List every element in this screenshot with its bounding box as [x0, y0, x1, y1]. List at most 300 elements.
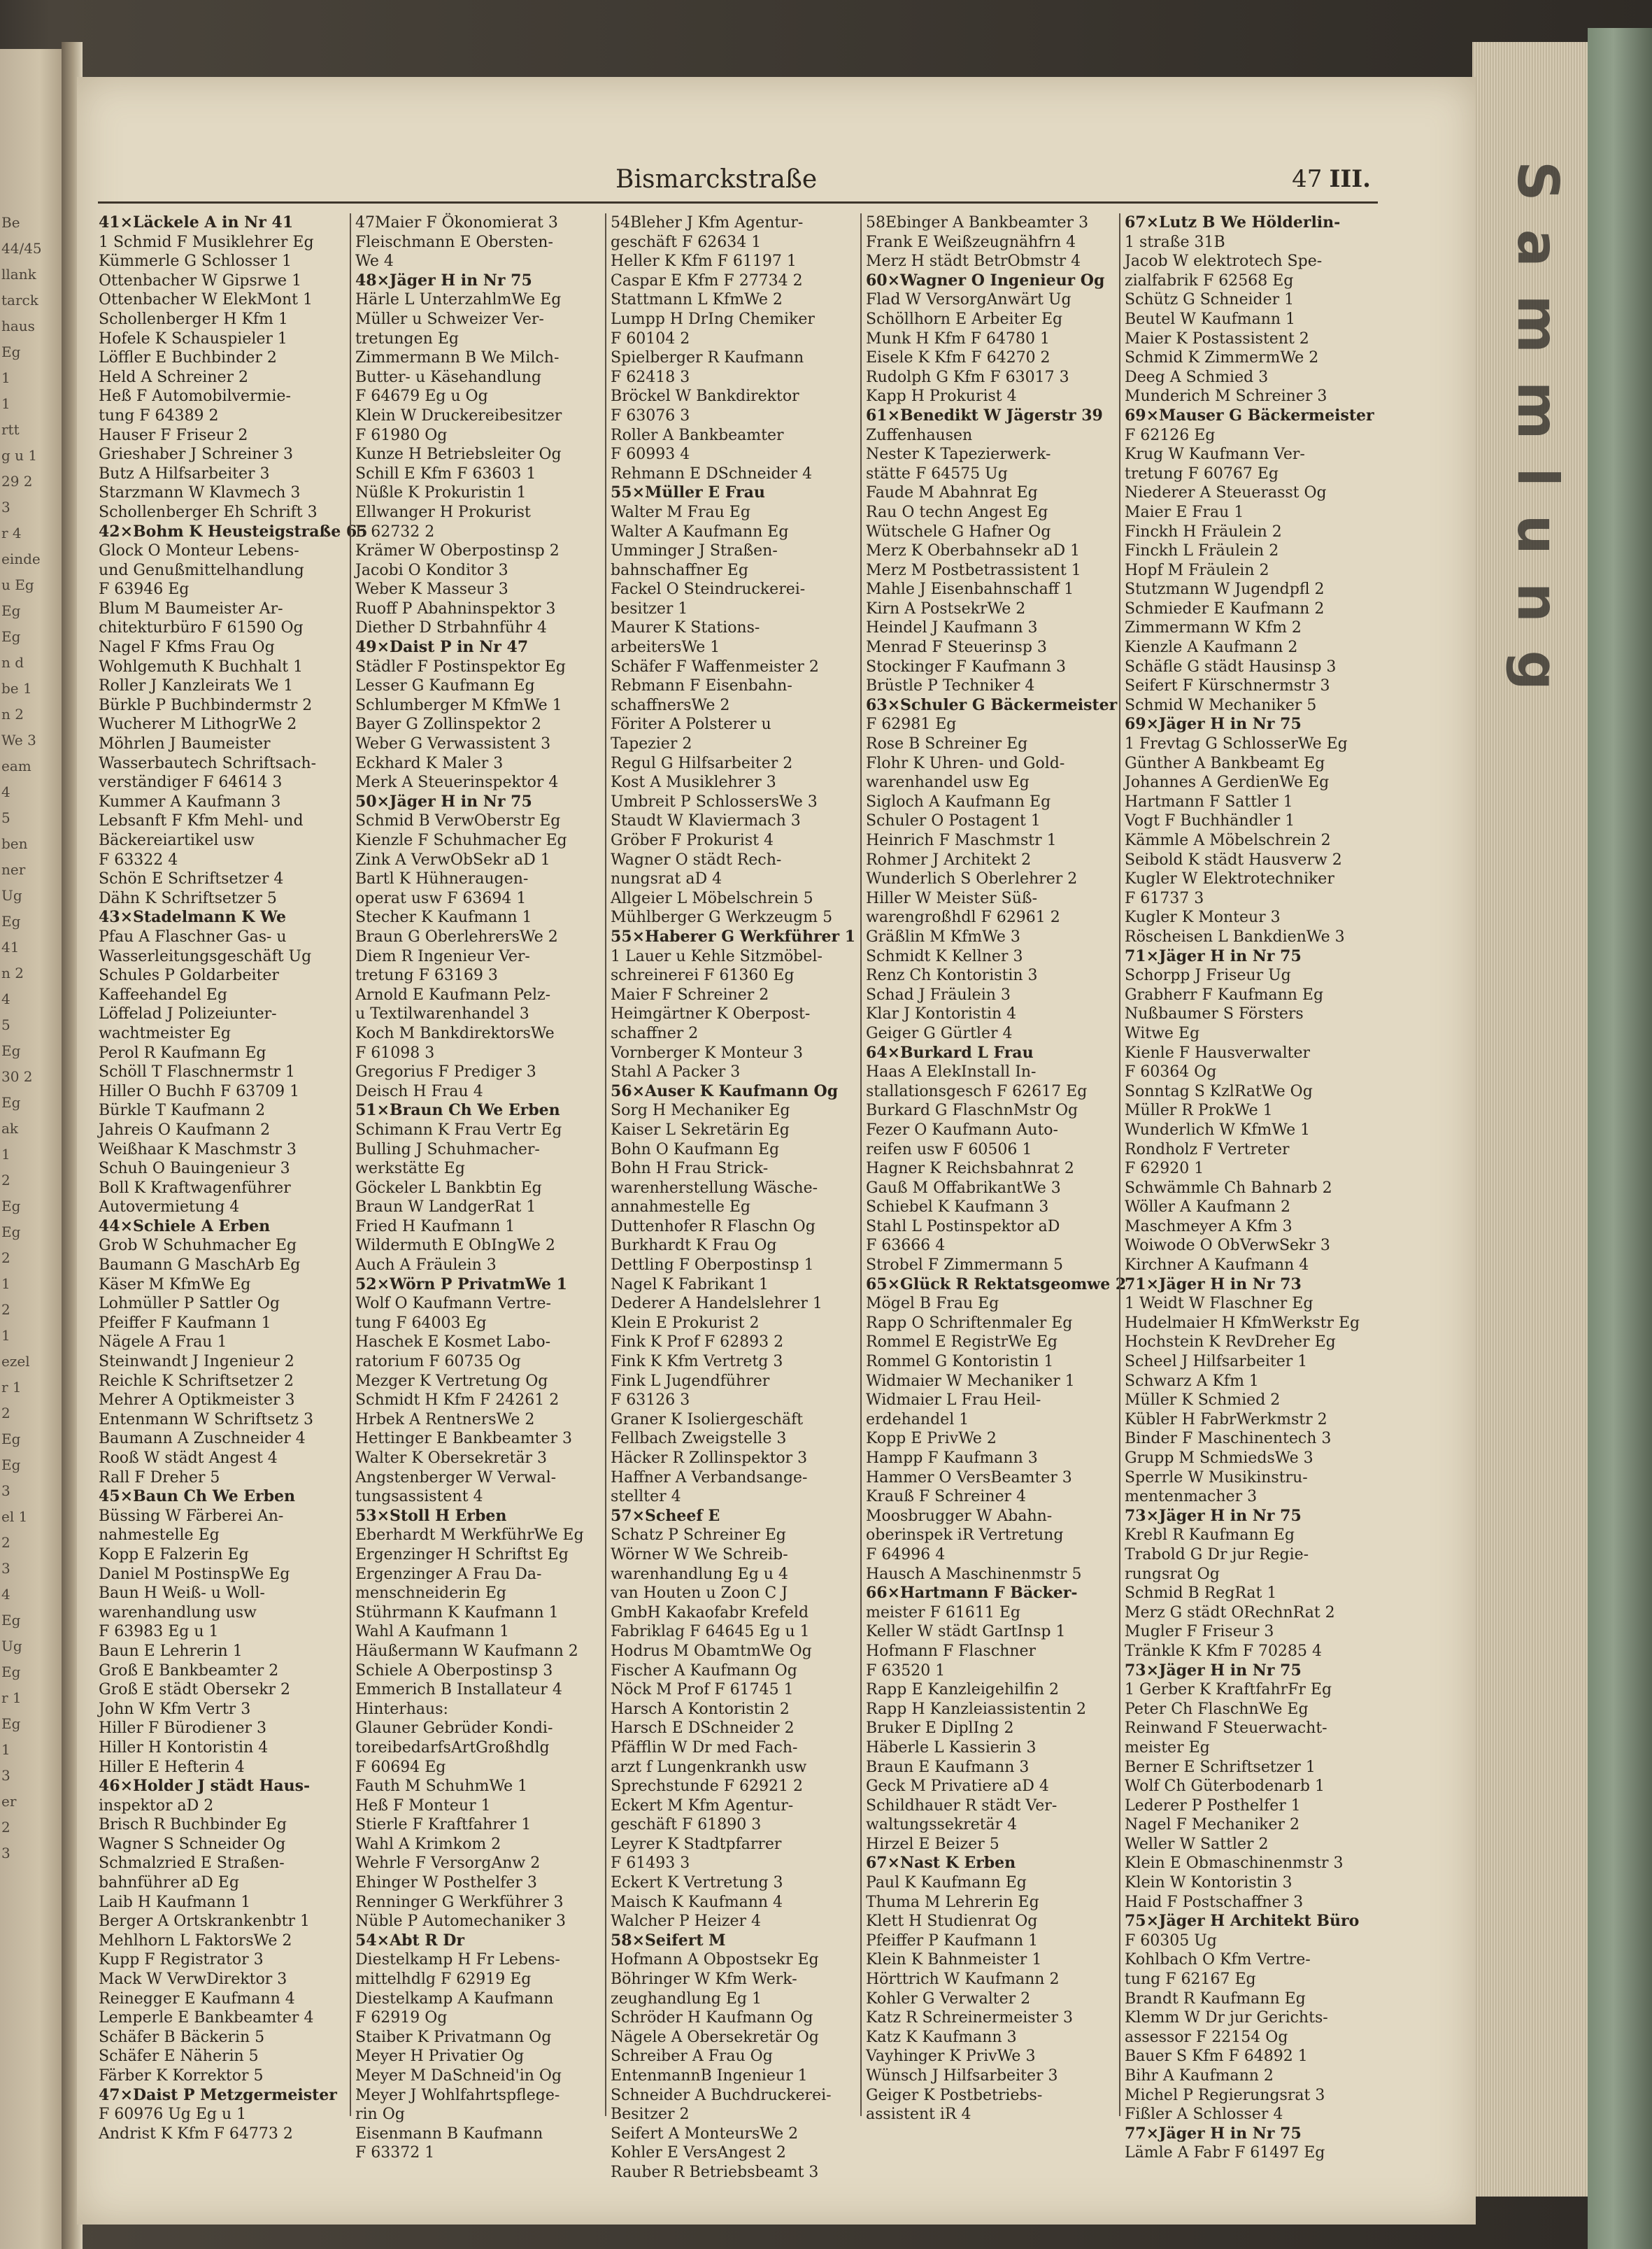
- directory-entry: assistent iR 4: [866, 2106, 971, 2124]
- directory-entry: Strobel F Zimmermann 5: [866, 1256, 1063, 1275]
- directory-entry: Besitzer 2: [611, 2106, 690, 2124]
- directory-entry: Deisch H Frau 4: [355, 1082, 483, 1100]
- directory-entry: Wolf Ch Güterbodenarb 1: [1125, 1778, 1325, 1796]
- directory-entry: Föriter A Polsterer u: [611, 716, 771, 734]
- directory-entry: Heimgärtner K Oberpost-: [611, 1005, 811, 1023]
- directory-entry: Fackel O Steindruckerei-: [611, 581, 806, 599]
- directory-entry: Klein W Druckereibesitzer: [355, 406, 562, 425]
- directory-entry: toreibedarfsArtGroßhdlg: [355, 1738, 550, 1757]
- directory-entry: F 63372 1: [355, 2144, 435, 2162]
- directory-entry: Heller K Kfm F 61197 1: [611, 253, 797, 271]
- directory-entry: Groß E Bankbeamter 2: [99, 1661, 279, 1680]
- directory-entry: Fauth M SchuhmWe 1: [355, 1778, 528, 1796]
- directory-entry: Hiller F Bürodiener 3: [99, 1719, 267, 1738]
- directory-entry: Schäfle G städt Hausinsp 3: [1125, 658, 1337, 676]
- directory-entry: Kaffeehandel Eg: [99, 986, 227, 1004]
- previous-page-fragment: 3: [1, 1767, 10, 1784]
- directory-entry: F 61737 3: [1125, 889, 1204, 907]
- directory-entry: operat usw F 63694 1: [355, 889, 527, 907]
- directory-entry: Johannes A GerdienWe Eg: [1125, 774, 1330, 792]
- directory-entry: We 4: [355, 253, 394, 271]
- directory-entry: 1 Lauer u Kehle Sitzmöbel-: [611, 947, 823, 965]
- directory-entry: Geiger G Gürtler 4: [866, 1024, 1013, 1042]
- directory-entry: Bürkle T Kaufmann 2: [99, 1102, 266, 1120]
- directory-entry: Kienzle F Schuhmacher Eg: [355, 832, 567, 849]
- directory-entry: Schmid B RegRat 1: [1125, 1584, 1277, 1603]
- directory-entry: meister Eg: [1125, 1738, 1210, 1757]
- directory-entry: Katz R Schreinermeister 3: [866, 2009, 1073, 2027]
- directory-entry: 45×Baun Ch We Erben: [99, 1487, 296, 1506]
- directory-entry: Kohlbach O Kfm Vertre-: [1125, 1951, 1311, 1969]
- directory-entry: Pfau A Flaschner Gas- u: [99, 928, 287, 946]
- directory-entry: Schmid K ZimmermWe 2: [1125, 349, 1319, 367]
- directory-entry: und Genußmittelhandlung: [99, 561, 304, 579]
- directory-entry: 73×Jäger H in Nr 75: [1125, 1661, 1302, 1680]
- previous-page-fragment: 5: [1, 1016, 10, 1033]
- directory-entry: Meyer M DaSchneid'in Og: [355, 2067, 562, 2085]
- directory-entry: Reinwand F Steuerwacht-: [1125, 1719, 1327, 1738]
- directory-entry: Schorpp J Friseur Ug: [1125, 967, 1291, 985]
- directory-entry: Kübler H FabrWerkmstr 2: [1125, 1410, 1327, 1428]
- directory-entry: Dähn K Schriftsetzer 5: [99, 889, 277, 907]
- directory-entry: warenhandel usw Eg: [866, 774, 1030, 792]
- directory-entry: oberinspek iR Vertretung: [866, 1526, 1064, 1545]
- directory-entry: Witwe Eg: [1125, 1024, 1200, 1042]
- directory-entry: tung F 64389 2: [99, 406, 219, 425]
- directory-entry: 1 Schmid F Musiklehrer Eg: [99, 233, 314, 251]
- directory-entry: Nöck M Prof F 61745 1: [611, 1681, 794, 1699]
- directory-entry: Schad J Fräulein 3: [866, 986, 1011, 1004]
- directory-entry: 51×Braun Ch We Erben: [355, 1101, 560, 1120]
- directory-entry: Nagel K Fabrikant 1: [611, 1275, 769, 1293]
- directory-entry: 66×Hartmann F Bäcker-: [866, 1584, 1078, 1603]
- directory-entry: Sonntag S KzlRatWe Og: [1125, 1082, 1313, 1100]
- previous-page-fragment: n d: [1, 654, 24, 671]
- directory-entry: Diether D Strbahnführ 4: [355, 619, 547, 637]
- directory-entry: Fleischmann E Obersten-: [355, 233, 553, 251]
- previous-page-fragments: [1, 210, 50, 1866]
- directory-entry: Hiller O Buchh F 63709 1: [99, 1082, 300, 1100]
- directory-entry: Schäfer B Bäckerin 5: [99, 2028, 265, 2046]
- directory-entry: Baumann G MaschArb Eg: [99, 1256, 301, 1275]
- previous-page-fragment: Eg: [1, 1431, 21, 1447]
- directory-entry: Steinwandt J Ingenieur 2: [99, 1353, 294, 1371]
- directory-entry: Pfeiffer P Kaufmann 1: [866, 1931, 1039, 1950]
- directory-entry: 58×Seifert M: [611, 1931, 726, 1950]
- page-header: [98, 159, 1378, 204]
- directory-entry: F 60104 2: [611, 329, 690, 348]
- directory-entry: chitekturbüro F 61590 Og: [99, 619, 304, 637]
- previous-page-fragment: Eg: [1, 1042, 21, 1059]
- directory-entry: 55×Haberer G Werkführer 1: [611, 927, 856, 946]
- directory-entry: Michel P Regierungsrat 3: [1125, 2086, 1325, 2104]
- directory-entry: Reichle K Schriftsetzer 2: [99, 1372, 294, 1390]
- directory-entry: warenherstellung Wäsche-: [611, 1179, 818, 1197]
- previous-page-fragment: 1: [1, 1741, 10, 1758]
- previous-page-fragment: Eg: [1, 602, 21, 619]
- directory-entry: stallationsgesch F 62617 Eg: [866, 1082, 1088, 1100]
- directory-entry: Lumpp H DrIng Chemiker: [611, 310, 815, 328]
- directory-entry: Schäfer F Waffenmeister 2: [611, 658, 819, 676]
- directory-entry: Haas A ElekInstall In-: [866, 1063, 1037, 1081]
- volume-label: III.: [1329, 165, 1371, 193]
- directory-entry: Stattmann L KfmWe 2: [611, 291, 783, 309]
- directory-entry: Schöllhorn E Arbeiter Eg: [866, 310, 1063, 328]
- directory-entry: F 60305 Ug: [1125, 1931, 1217, 1950]
- directory-entry: 42×Bohm K Heusteigstraße 65: [99, 522, 368, 541]
- directory-entry: Grabherr F Kaufmann Eg: [1125, 986, 1324, 1004]
- directory-entry: Diem R Ingenieur Ver-: [355, 947, 530, 965]
- previous-page-fragment: Eg: [1, 1094, 21, 1111]
- directory-entry: 71×Jäger H in Nr 73: [1125, 1275, 1302, 1293]
- directory-entry: Harsch A Kontoristin 2: [611, 1700, 790, 1718]
- directory-entry: Hörttrich W Kaufmann 2: [866, 1971, 1060, 1989]
- directory-entry: Meyer J Wohlfahrtspflege-: [355, 2086, 560, 2104]
- directory-entry: Hinterhaus:: [355, 1700, 448, 1718]
- directory-entry: Merz G städt ORechnRat 2: [1125, 1603, 1335, 1622]
- directory-entry: Sprechstunde F 62921 2: [611, 1778, 803, 1796]
- directory-entry: mentenmacher 3: [1125, 1488, 1258, 1506]
- directory-entry: Stecher K Kaufmann 1: [355, 909, 532, 927]
- directory-entry: Nußbaumer S Försters: [1125, 1005, 1304, 1023]
- directory-entry: Kapp H Prokurist 4: [866, 388, 1017, 406]
- directory-entry: Glock O Monteur Lebens-: [99, 542, 299, 560]
- directory-entry: Brüstle P Techniker 4: [866, 677, 1035, 695]
- directory-entry: Staudt W Klaviermach 3: [611, 812, 801, 830]
- directory-entry: Büssing W Färberei An-: [99, 1507, 284, 1525]
- previous-page-fragment: Eg: [1, 913, 21, 930]
- directory-entry: Walcher P Heizer 4: [611, 1913, 762, 1931]
- previous-page-fragment: 2: [1, 1172, 10, 1189]
- directory-entry: Schwarz A Kfm 1: [1125, 1372, 1259, 1390]
- directory-entry: Grob W Schuhmacher Eg: [99, 1237, 297, 1255]
- directory-entry: Braun G OberlehrersWe 2: [355, 928, 558, 946]
- previous-page-fragment: 4: [1, 1586, 10, 1603]
- directory-entry: Bürkle P Buchbindermstr 2: [99, 696, 313, 714]
- directory-entry: 60×Wagner O Ingenieur Og: [866, 271, 1105, 290]
- directory-entry: Gregorius F Prediger 3: [355, 1063, 536, 1081]
- directory-entry: GmbH Kakaofabr Krefeld: [611, 1603, 809, 1622]
- directory-entry: Glauner Gebrüder Kondi-: [355, 1719, 553, 1738]
- directory-entry: 63×Schuler G Bäckermeister: [866, 695, 1118, 714]
- directory-entry: Zuffenhausen: [866, 426, 973, 444]
- directory-entry: Rommel E RegistrWe Eg: [866, 1333, 1058, 1351]
- directory-entry: tung F 62167 Eg: [1125, 1971, 1256, 1989]
- previous-page-fragment: 44/45: [1, 240, 42, 257]
- directory-entry: Wasserleitungsgeschäft Ug: [99, 947, 312, 965]
- previous-page-fragment: 41: [1, 939, 20, 956]
- directory-entry: tung F 64003 Eg: [355, 1314, 487, 1332]
- directory-entry: Ehinger W Posthelfer 3: [355, 1874, 537, 1892]
- directory-entry: Merz M Postbetrassistent 1: [866, 561, 1081, 579]
- directory-entry: F 63946 Eg: [99, 581, 190, 599]
- directory-entry: Eberhardt M WerkführWe Eg: [355, 1526, 584, 1545]
- directory-entry: Jacob W elektrotech Spe-: [1125, 253, 1323, 271]
- directory-entry: Heinrich F Maschmstr 1: [866, 832, 1057, 849]
- directory-entry: Niederer A Steuerasst Og: [1125, 484, 1327, 502]
- directory-entry: Fink K Prof F 62893 2: [611, 1333, 784, 1351]
- directory-entry: 77×Jäger H in Nr 75: [1125, 2124, 1302, 2143]
- directory-entry: Braun E Kaufmann 3: [866, 1758, 1030, 1776]
- directory-entry: F 60976 Ug Eg u 1: [99, 2106, 247, 2124]
- previous-page-fragment: u Eg: [1, 576, 34, 593]
- directory-entry: Daniel M PostinspWe Eg: [99, 1565, 290, 1583]
- directory-entry: Krauß F Schreiner 4: [866, 1488, 1027, 1506]
- directory-entry: bahnführer aD Eg: [99, 1874, 239, 1892]
- directory-entry: Klein E Prokurist 2: [611, 1314, 760, 1332]
- directory-entry: F 60694 Eg: [355, 1758, 446, 1776]
- directory-entry: Baun E Lehrerin 1: [99, 1642, 243, 1660]
- directory-entry: Duttenhofer R Flaschn Og: [611, 1217, 816, 1235]
- directory-entry: Wildermuth E ObIngWe 2: [355, 1237, 555, 1255]
- directory-entry: Maisch K Kaufmann 4: [611, 1893, 783, 1911]
- previous-page-fragment: 30 2: [1, 1068, 33, 1085]
- directory-entry: Eckert K Vertretung 3: [611, 1874, 783, 1892]
- directory-entry: Stahl A Packer 3: [611, 1063, 741, 1081]
- directory-entry: Fink K Kfm Vertretg 3: [611, 1353, 783, 1371]
- directory-entry: 41×Läckele A in Nr 41: [99, 213, 294, 232]
- directory-entry: Tapezier 2: [611, 735, 692, 753]
- previous-page-fragment: 1: [1, 1275, 10, 1292]
- directory-entry: EntenmannB Ingenieur 1: [611, 2067, 808, 2085]
- directory-entry: geschäft F 61890 3: [611, 1816, 762, 1834]
- directory-entry: Lohmüller P Sattler Og: [99, 1295, 280, 1313]
- directory-entry: F 62919 Og: [355, 2009, 448, 2027]
- directory-entry: Rau O techn Angest Eg: [866, 503, 1048, 521]
- directory-entry: Vayhinger K PrivWe 3: [866, 2048, 1036, 2066]
- directory-entry: Munk H Kfm F 64780 1: [866, 329, 1051, 348]
- directory-entry: Krebl R Kaufmann Eg: [1125, 1526, 1295, 1545]
- directory-entry: Schules P Goldarbeiter: [99, 967, 279, 985]
- directory-entry: Perol R Kaufmann Eg: [99, 1044, 266, 1062]
- directory-entry: Weber K Masseur 3: [355, 581, 508, 599]
- directory-entry: Mahle J Eisenbahnschaff 1: [866, 581, 1074, 599]
- directory-entry: Baun H Weiß- u Woll-: [99, 1584, 265, 1603]
- directory-entry: besitzer 1: [611, 600, 688, 618]
- directory-entry: Städler F Postinspektor Eg: [355, 658, 566, 676]
- directory-entry: Berner E Schriftsetzer 1: [1125, 1758, 1316, 1776]
- directory-entry: Lebsanft F Kfm Mehl- und: [99, 812, 304, 830]
- directory-entry: Schmid W Mechaniker 5: [1125, 696, 1317, 714]
- previous-page-fragment: 1: [1, 369, 10, 386]
- directory-entry: Pfeiffer F Kaufmann 1: [99, 1314, 271, 1332]
- directory-column-3: [605, 213, 860, 2181]
- directory-entry: Burkard G FlaschnMstr Og: [866, 1102, 1078, 1120]
- directory-entry: Auch A Fräulein 3: [355, 1256, 497, 1275]
- directory-entry: Lesser G Kaufmann Eg: [355, 677, 535, 695]
- directory-entry: Zimmermann W Kfm 2: [1125, 619, 1302, 637]
- directory-entry: Wolf O Kaufmann Vertre-: [355, 1295, 551, 1313]
- directory-entry: Wörner W We Schreib-: [611, 1545, 788, 1563]
- directory-entry: nahmestelle Eg: [99, 1526, 220, 1545]
- directory-entry: Kirchner A Kaufmann 4: [1125, 1256, 1309, 1275]
- directory-column-1: [94, 213, 368, 2143]
- directory-entry: Kost A Musiklehrer 3: [611, 774, 776, 792]
- directory-entry: Kopp E Falzerin Eg: [99, 1545, 249, 1563]
- directory-entry: zialfabrik F 62568 Eg: [1125, 271, 1294, 290]
- directory-entry: Hofmann F Flaschner: [866, 1642, 1037, 1660]
- directory-entry: Paul K Kaufmann Eg: [866, 1874, 1027, 1892]
- directory-entry: Mühlberger G Werkzeugm 5: [611, 909, 833, 927]
- previous-page-fragment: Eg: [1, 1198, 21, 1214]
- directory-entry: Wucherer M LithogrWe 2: [99, 716, 297, 734]
- directory-entry: waltungssekretär 4: [866, 1816, 1018, 1834]
- directory-entry: Jahreis O Kaufmann 2: [99, 1121, 271, 1139]
- directory-entry: Flohr K Uhren- und Gold-: [866, 754, 1065, 772]
- directory-entry: schaffnersWe 2: [611, 696, 730, 714]
- directory-entry: Möhrlen J Baumeister: [99, 735, 271, 753]
- directory-entry: u Textilwarenhandel 3: [355, 1005, 529, 1023]
- previous-page-fragment: Eg: [1, 1715, 21, 1732]
- directory-entry: stätte F 64575 Ug: [866, 464, 1008, 483]
- previous-page-fragment: tarck: [1, 292, 38, 308]
- directory-entry: F 64996 4: [866, 1545, 946, 1563]
- directory-entry: 54×Abt R Dr: [355, 1931, 464, 1950]
- directory-entry: Klar J Kontoristin 4: [866, 1005, 1017, 1023]
- directory-entry: tretung F 60767 Eg: [1125, 464, 1279, 483]
- directory-entry: Arnold E Kaufmann Pelz-: [355, 986, 551, 1004]
- previous-page-fragment: 1: [1, 395, 10, 412]
- directory-entry: Kirn A PostsekrWe 2: [866, 600, 1026, 618]
- previous-page-fragment: 2: [1, 1301, 10, 1318]
- directory-entry: Deeg A Schmied 3: [1125, 368, 1269, 386]
- directory-entry: Harsch E DSchneider 2: [611, 1719, 795, 1738]
- directory-entry: Vornberger K Monteur 3: [611, 1044, 803, 1062]
- previous-page-fragment: ben: [1, 835, 28, 852]
- directory-entry: Spielberger R Kaufmann: [611, 349, 804, 367]
- directory-entry: reifen usw F 60506 1: [866, 1140, 1032, 1158]
- directory-entry: Mehlhorn L FaktorsWe 2: [99, 1931, 292, 1950]
- directory-entry: F 62732 2: [355, 523, 435, 541]
- directory-entry: Hiller E Hefterin 4: [99, 1758, 245, 1776]
- directory-entry: 69×Mauser G Bäckermeister: [1125, 406, 1374, 425]
- directory-entry: verständiger F 64614 3: [99, 774, 283, 792]
- directory-entry: Rohmer J Architekt 2: [866, 851, 1032, 869]
- directory-entry: Fried H Kaufmann 1: [355, 1217, 515, 1235]
- directory-entry: Maurer K Stations-: [611, 619, 760, 637]
- directory-entry: annahmestelle Eg: [611, 1198, 750, 1216]
- directory-entry: Mögel B Frau Eg: [866, 1295, 999, 1313]
- directory-entry: erdehandel 1: [866, 1410, 969, 1428]
- directory-entry: Regul G Hilfsarbeiter 2: [611, 754, 793, 772]
- directory-entry: Bäckereiartikel usw: [99, 832, 255, 849]
- directory-entry: Bayer G Zollinspektor 2: [355, 716, 541, 734]
- directory-entry: Eisenmann B Kaufmann: [355, 2124, 543, 2143]
- previous-page-fragment: 2: [1, 1405, 10, 1421]
- directory-entry: rin Og: [355, 2106, 405, 2124]
- previous-page-fragment: el 1: [1, 1508, 28, 1525]
- directory-entry: Fabriklag F 64645 Eg u 1: [611, 1623, 810, 1641]
- directory-entry: Hammer O VersBeamter 3: [866, 1468, 1072, 1487]
- directory-entry: arbeitersWe 1: [611, 639, 720, 657]
- directory-entry: Heß F Automobilvermie-: [99, 388, 291, 406]
- directory-entry: inspektor aD 2: [99, 1796, 214, 1815]
- directory-entry: Weißhaar K Maschmstr 3: [99, 1140, 297, 1158]
- directory-entry: Ergenzinger A Frau Da-: [355, 1565, 542, 1583]
- directory-entry: Schmidt H Kfm F 24261 2: [355, 1391, 560, 1410]
- directory-entry: Hausch A Maschinenmstr 5: [866, 1565, 1082, 1583]
- directory-entry: Stutzmann W Jugendpfl 2: [1125, 581, 1325, 599]
- directory-entry: Flad W VersorgAnwärt Ug: [866, 291, 1071, 309]
- directory-entry: F 60364 Og: [1125, 1063, 1217, 1081]
- directory-entry: Menrad F Steuerinsp 3: [866, 639, 1047, 657]
- previous-page-fragment: 5: [1, 809, 10, 826]
- directory-entry: Trabold G Dr jur Regie-: [1125, 1545, 1309, 1563]
- directory-entry: Krämer W Oberpostinsp 2: [355, 542, 560, 560]
- directory-entry: Wunderlich S Oberlehrer 2: [866, 870, 1078, 888]
- previous-page-fragment: 2: [1, 1819, 10, 1836]
- directory-entry: menschneiderin Eg: [355, 1584, 507, 1603]
- directory-columns: [94, 213, 1381, 2181]
- directory-entry: Tränkle K Kfm F 70285 4: [1125, 1642, 1322, 1660]
- directory-entry: warenhandlung usw: [99, 1603, 257, 1622]
- directory-entry: Schröder H Kaufmann Og: [611, 2009, 813, 2027]
- directory-entry: tungsassistent 4: [355, 1488, 483, 1506]
- directory-entry: F 60993 4: [611, 446, 690, 464]
- directory-entry: Reinegger E Kaufmann 4: [99, 1989, 295, 2008]
- directory-entry: Wahl A Kaufmann 1: [355, 1623, 510, 1641]
- directory-entry: Haschek E Kosmet Labo-: [355, 1333, 551, 1351]
- directory-entry: Vogt F Buchhändler 1: [1125, 812, 1295, 830]
- previous-page-fragment: ner: [1, 861, 26, 878]
- directory-entry: Butter- u Käsehandlung: [355, 368, 541, 386]
- directory-entry: Nagel F Kfms Frau Og: [99, 639, 275, 657]
- previous-page-fragment: Be: [1, 214, 20, 231]
- directory-entry: Grieshaber J Schreiner 3: [99, 446, 293, 464]
- directory-entry: schreinerei F 61360 Eg: [611, 967, 795, 985]
- directory-entry: Jacobi O Konditor 3: [355, 561, 508, 579]
- directory-entry: Schiebel K Kaufmann 3: [866, 1198, 1049, 1216]
- directory-entry: Zimmermann B We Milch-: [355, 349, 560, 367]
- directory-entry: F 62126 Eg: [1125, 426, 1216, 444]
- page-number-value: 47: [1292, 165, 1323, 193]
- edge-text: Sammlung: [1505, 161, 1570, 718]
- directory-entry: Sorg H Mechaniker Eg: [611, 1102, 790, 1120]
- previous-page-fragment: er: [1, 1793, 17, 1810]
- directory-entry: Färber K Korrektor 5: [99, 2067, 264, 2085]
- directory-entry: Stahl L Postinspektor aD: [866, 1217, 1060, 1235]
- directory-entry: Heß F Monteur 1: [355, 1796, 491, 1815]
- directory-entry: Wagner O städt Rech-: [611, 851, 782, 869]
- directory-entry: Haffner A Verbandsange-: [611, 1468, 808, 1487]
- directory-entry: Nüble P Automechaniker 3: [355, 1913, 567, 1931]
- directory-entry: Nagel F Mechaniker 2: [1125, 1816, 1299, 1834]
- directory-entry: Schmidt K Kellner 3: [866, 947, 1023, 965]
- directory-entry: schaffner 2: [611, 1024, 699, 1042]
- directory-entry: Binder F Maschinentech 3: [1125, 1430, 1332, 1448]
- directory-entry: Lämle A Fabr F 61497 Eg: [1125, 2144, 1325, 2162]
- directory-entry: Hiller W Meister Süß-: [866, 889, 1038, 907]
- directory-entry: Umbreit P SchlossersWe 3: [611, 793, 818, 811]
- directory-entry: Sigloch A Kaufmann Eg: [866, 793, 1051, 811]
- directory-entry: F 63666 4: [866, 1237, 946, 1255]
- directory-entry: Meyer H Privatier Og: [355, 2048, 525, 2066]
- directory-entry: Hettinger E Bankbeamter 3: [355, 1430, 572, 1448]
- previous-page-fragment: r 1: [1, 1689, 22, 1706]
- directory-entry: 1 Gerber K KraftfahrFr Eg: [1125, 1681, 1332, 1699]
- directory-entry: Seifert A MonteursWe 2: [611, 2124, 799, 2143]
- previous-page-fragment: 2: [1, 1534, 10, 1551]
- directory-entry: 52×Wörn P PrivatmWe 1: [355, 1275, 567, 1293]
- previous-page-fragment: ezel: [1, 1353, 30, 1370]
- directory-entry: Kopp E PrivWe 2: [866, 1430, 997, 1448]
- directory-entry: Wünsch J Hilfsarbeiter 3: [866, 2067, 1058, 2085]
- directory-entry: Kugler W Elektrotechniker: [1125, 870, 1334, 888]
- directory-entry: Katz K Kaufmann 3: [866, 2028, 1017, 2046]
- directory-entry: tretung F 63169 3: [355, 967, 498, 985]
- directory-entry: Ergenzinger H Schriftst Eg: [355, 1545, 569, 1563]
- directory-entry: Scheel J Hilfsarbeiter 1: [1125, 1353, 1308, 1371]
